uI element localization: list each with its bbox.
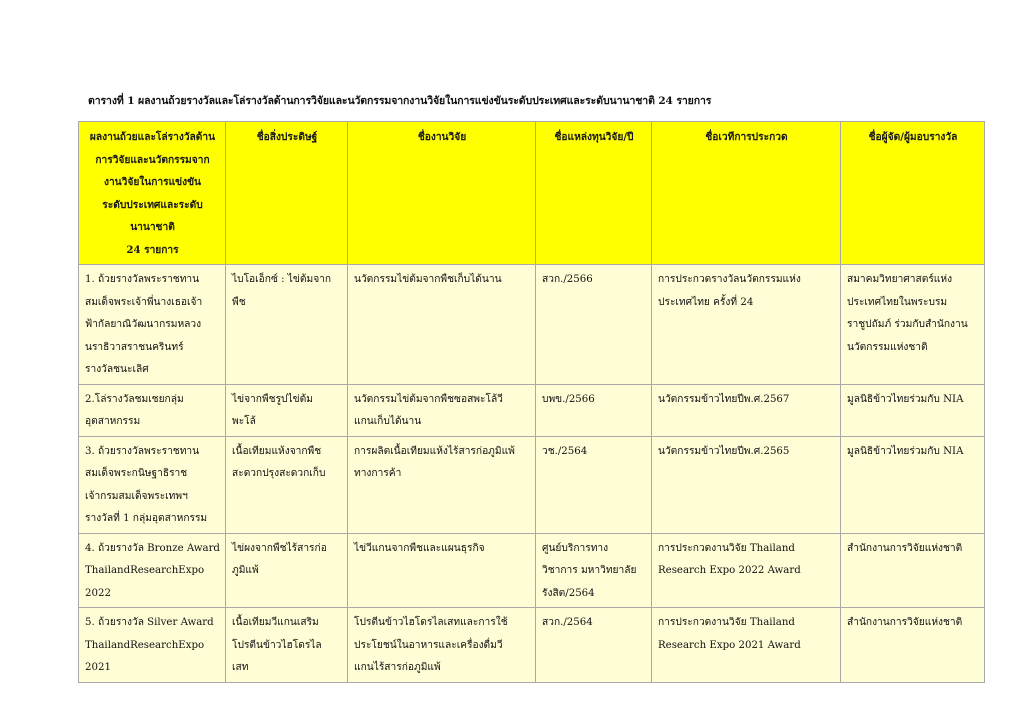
cell-invention: เนื้อเทียมวีแกนเสริม โปรตีนข้าวไฮโดรไล เสท: [226, 608, 348, 683]
header-award: ผลงานถ้วยและโล่รางวัลด้าน การวิจัยและนวัตกรรมจาก งานวิจัยในการแข่งขัน ระดับประเทศและระดับ นานาชาติ 24 รายการ: [79, 122, 226, 265]
cell-organizer: มูลนิธิข้าวไทยร่วมกับ NIA: [841, 384, 985, 436]
header-research: ชื่องานวิจัย: [348, 122, 536, 265]
cell-organizer: สมาคมวิทยาศาสตร์แห่ง ประเทศไทยในพระบรม ราชูปถัมภ์ ร่วมกับสำนักงาน นวัตกรรมแห่งชาติ: [841, 265, 985, 385]
cell-funding: สวก./2566: [536, 265, 652, 385]
cell-organizer: มูลนิธิข้าวไทยร่วมกับ NIA: [841, 436, 985, 533]
cell-contest: นวัตกรรมข้าวไทยปีพ.ศ.2565: [652, 436, 841, 533]
cell-invention: ไข่จากพืชรูปไข่ต้ม พะโล้: [226, 384, 348, 436]
cell-contest: การประกวดงานวิจัย Thailand Research Expo 2022 Award: [652, 533, 841, 608]
cell-award: 1. ถ้วยรางวัลพระราชทาน สมเด็จพระเจ้าพี่นางเธอเจ้า ฟ้ากัลยาณิวัฒนากรมหลวง นราธิวาสราชนครินทร์ รางวัลชนะเลิศ: [79, 265, 226, 385]
cell-research: ไข่วีแกนจากพืชและแผนธุรกิจ: [348, 533, 536, 608]
table-caption: ตารางที่ 1 ผลงานถ้วยรางวัลและโล่รางวัลด้านการวิจัยและนวัตกรรมจากงานวิจัยในการแข่งขันระดับประเทศและระดับนานาชาติ 24 รายการ: [88, 95, 712, 107]
cell-research: นวัตกรรมไข่ต้มจากพืชเก็บได้นาน: [348, 265, 536, 385]
header-organizer: ชื่อผู้จัด/ผู้มอบรางวัล: [841, 122, 985, 265]
cell-award: 3. ถ้วยรางวัลพระราชทาน สมเด็จพระกนิษฐาธิราช เจ้ากรมสมเด็จพระเทพฯ รางวัลที่ 1 กลุ่มอุตสาหกรรม: [79, 436, 226, 533]
header-funding: ชื่อแหล่งทุนวิจัย/ปี: [536, 122, 652, 265]
table-row: [79, 436, 985, 533]
table-header-row: [79, 122, 985, 265]
cell-invention: เนื้อเทียมแห้งจากพืช สะดวกปรุงสะดวกเก็บ: [226, 436, 348, 533]
cell-funding: บพข./2566: [536, 384, 652, 436]
cell-award: 5. ถ้วยรางวัล Silver Award ThailandResearchExpo 2021: [79, 608, 226, 683]
cell-organizer: สำนักงานการวิจัยแห่งชาติ: [841, 533, 985, 608]
table-row: [79, 608, 985, 683]
table-row: [79, 533, 985, 608]
cell-funding: สวก./2564: [536, 608, 652, 683]
cell-invention: ไบโอเอ็กซ์ : ไข่ต้มจาก พืช: [226, 265, 348, 385]
cell-funding: วช./2564: [536, 436, 652, 533]
cell-contest: นวัตกรรมข้าวไทยปีพ.ศ.2567: [652, 384, 841, 436]
cell-organizer: สำนักงานการวิจัยแห่งชาติ: [841, 608, 985, 683]
table-row: [79, 265, 985, 385]
cell-research: โปรตีนข้าวไฮโดรไลเสทและการใช้ ประโยชน์ในอาหารและเครื่องดื่มวี แกนไร้สารก่อภูมิแพ้: [348, 608, 536, 683]
cell-award: 2.โล่รางวัลชมเชยกลุ่ม อุตสาหกรรม: [79, 384, 226, 436]
cell-contest: การประกวดรางวัลนวัตกรรมแห่ง ประเทศไทย ครั้งที่ 24: [652, 265, 841, 385]
table-row: [79, 384, 985, 436]
cell-research: การผลิตเนื้อเทียมแห้งไร้สารก่อภูมิแพ้ ทางการค้า: [348, 436, 536, 533]
cell-research: นวัตกรรมไข่ต้มจากพืชซอสพะโล้วี แกนเก็บได้นาน: [348, 384, 536, 436]
header-invention: ชื่อสิ่งประดิษฐ์: [226, 122, 348, 265]
cell-invention: ไข่ผงจากพืชไร้สารก่อ ภูมิแพ้: [226, 533, 348, 608]
awards-table: [78, 121, 985, 683]
header-contest: ชื่อเวทีการประกวด: [652, 122, 841, 265]
cell-funding: ศูนย์บริการทาง วิชาการ มหาวิทยาลัย รังสิต/2564: [536, 533, 652, 608]
cell-contest: การประกวดงานวิจัย Thailand Research Expo 2021 Award: [652, 608, 841, 683]
cell-award: 4. ถ้วยรางวัล Bronze Award ThailandResearchExpo 2022: [79, 533, 226, 608]
